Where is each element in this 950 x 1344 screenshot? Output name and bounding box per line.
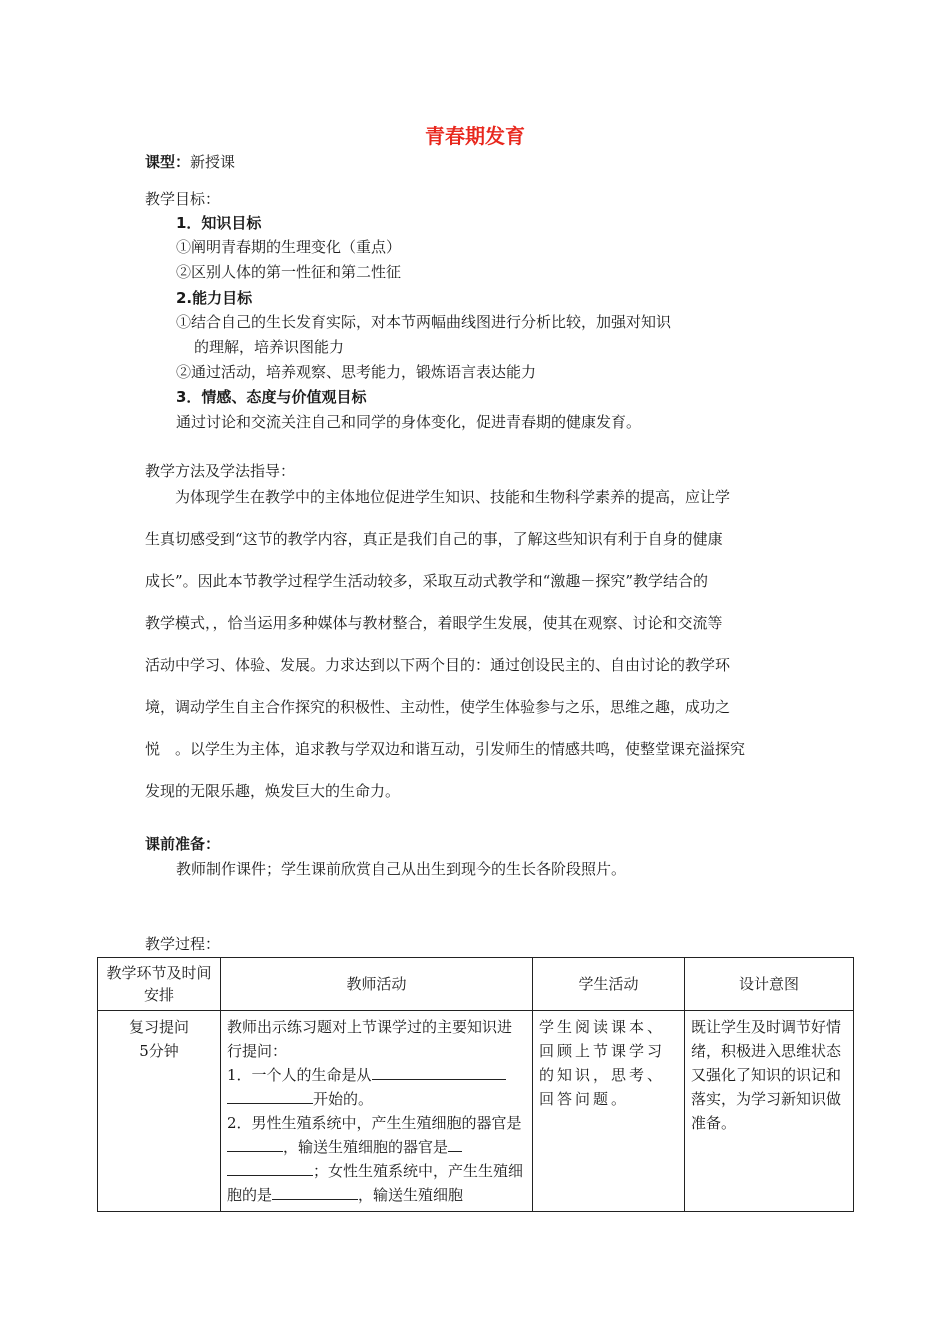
prep-text: 教师制作课件；学生课前欣赏自己从出生到现今的生长各阶段照片。 bbox=[176, 860, 627, 878]
answer-blank bbox=[227, 1159, 313, 1176]
table-row bbox=[98, 1011, 854, 1212]
answer-blank bbox=[372, 1063, 506, 1080]
page-title: 青春期发育 bbox=[425, 124, 525, 148]
prep-heading: 课前准备： bbox=[145, 835, 221, 853]
method-paragraph bbox=[145, 476, 805, 812]
header-student: 学生活动 bbox=[533, 958, 685, 1011]
process-heading: 教学过程： bbox=[145, 935, 221, 953]
lesson-type-label: 课型： bbox=[145, 153, 191, 171]
ability-heading: 2.能力目标 bbox=[176, 289, 253, 307]
answer-blank bbox=[227, 1087, 313, 1104]
intent-cell: 既让学生及时调节好情绪，积极进入思维状态又强化了知识的识记和落实，为学习新知识做准备。 bbox=[685, 1011, 854, 1212]
process-table bbox=[97, 957, 854, 1212]
question-2-part-3: ；女性生殖系统中，产生生殖细胞的是 bbox=[227, 1162, 524, 1204]
teacher-cell bbox=[221, 1011, 533, 1212]
teacher-intro: 教师出示练习题对上节课学过的主要知识进行提问： bbox=[227, 1018, 513, 1060]
method-line: 教学模式，，恰当运用多种媒体与教材整合，着眼学生发展，使其在观察、讨论和交流等 bbox=[145, 614, 723, 632]
method-heading: 教学方法及学法指导： bbox=[145, 462, 296, 480]
method-line: 发现的无限乐趣，焕发巨大的生命力。 bbox=[145, 782, 401, 800]
method-line: 活动中学习、体验、发展。力求达到以下两个目的：通过创设民主的、自由讨论的教学环 bbox=[145, 656, 731, 674]
answer-blank bbox=[448, 1135, 462, 1152]
answer-blank bbox=[227, 1135, 283, 1152]
method-line: 境，调动学生自主合作探究的积极性、主动性，使学生体验参与之乐，思维之趣，成功之 bbox=[145, 698, 731, 716]
answer-blank bbox=[272, 1183, 358, 1200]
header-teacher: 教师活动 bbox=[221, 958, 533, 1011]
header-intent: 设计意图 bbox=[685, 958, 854, 1011]
question-1-start: 1．一个人的生命是从 bbox=[227, 1066, 372, 1084]
question-2-part-1: 2．男性生殖系统中，产生生殖细胞的器官是 bbox=[227, 1114, 522, 1132]
method-line: 为体现学生在教学中的主体地位促进学生知识、技能和生物科学素养的提高，应让学 bbox=[145, 488, 731, 506]
table-header-row bbox=[98, 958, 854, 1011]
method-line: 悦 。以学生为主体，追求教与学双边和谐互动，引发师生的情感共鸣，使整堂课充溢探究 bbox=[145, 740, 746, 758]
knowledge-item-2: ②区别人体的第一性征和第二性征 bbox=[176, 263, 402, 281]
lesson-type bbox=[145, 152, 235, 172]
stage-cell bbox=[98, 1011, 221, 1212]
objectives-heading: 教学目标： bbox=[145, 190, 221, 208]
question-1-end: 开始的。 bbox=[313, 1090, 374, 1108]
ability-item-1-line-2: 的理解，培养识图能力 bbox=[194, 338, 345, 356]
header-stage: 教学环节及时间安排 bbox=[98, 958, 221, 1011]
method-line: 成长”。因此本节教学过程学生活动较多，采取互动式教学和“激趣－探究”教学结合的 bbox=[145, 572, 709, 590]
method-line: 生真切感受到“这节的教学内容，真正是我们自己的事，了解这些知识有利于自身的健康 bbox=[145, 530, 723, 548]
question-2-part-2: ，输送生殖细胞的器官是 bbox=[283, 1138, 449, 1156]
knowledge-heading: 1．知识目标 bbox=[176, 214, 262, 232]
question-2-part-4: ，输送生殖细胞 bbox=[358, 1186, 464, 1204]
emotion-text: 通过讨论和交流关注自己和同学的身体变化，促进青春期的健康发育。 bbox=[176, 413, 642, 431]
student-cell: 学生阅读课本、回顾上节课学习的知识，思考、回答问题。 bbox=[533, 1011, 685, 1212]
stage-time: 5分钟 bbox=[139, 1042, 179, 1060]
lesson-type-value: 新授课 bbox=[190, 153, 236, 171]
ability-item-2: ②通过活动，培养观察、思考能力，锻炼语言表达能力 bbox=[176, 363, 537, 381]
emotion-heading: 3．情感、态度与价值观目标 bbox=[176, 388, 367, 406]
ability-item-1-line-1: ①结合自己的生长发育实际，对本节两幅曲线图进行分析比较，加强对知识 bbox=[176, 313, 672, 331]
knowledge-item-1: ①阐明青春期的生理变化（重点） bbox=[176, 238, 402, 256]
stage-name: 复习提问 bbox=[128, 1018, 189, 1036]
